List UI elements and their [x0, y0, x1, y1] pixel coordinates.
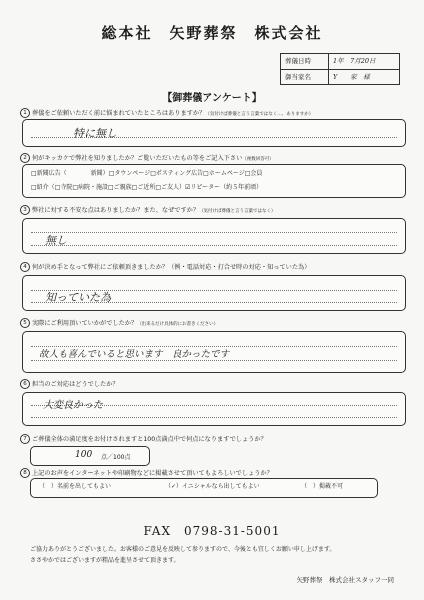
- question-text: ご葬儀全体の満足度をお付けされますと100点満点中で何点になりますでしょうか？: [32, 436, 267, 443]
- question-note: （気付けば葬儀と言う言葉ではなく…、ありますか）: [205, 112, 314, 117]
- question-5: [20, 318, 218, 329]
- question-text: 実際にご利用頂いていかがでしたか？: [32, 320, 138, 327]
- closing-message: [30, 544, 410, 566]
- answer-box-3[interactable]: [22, 218, 406, 254]
- question-text: 何がキッカケで弊社を知りましたか？ご覧いただいたもの等をご記入下さい: [32, 155, 243, 162]
- closing-line-1: ご協力ありがとうございました。お客様のご意見を反映して参りますので、今後とも宜しくお願い申し上げます。: [30, 546, 336, 553]
- answer-text: 知っていた為: [45, 291, 111, 304]
- question-note: （複数回答可）: [242, 157, 274, 162]
- answer-box-1[interactable]: [22, 119, 406, 147]
- answer-box-4[interactable]: [22, 275, 406, 311]
- question-number: 8: [20, 468, 30, 478]
- question-4: [20, 262, 310, 272]
- question-text: 上記のお声をインターネットや印刷物などに掲載させて頂いてもよろしいでしょうか？: [32, 470, 273, 477]
- question-number: 5: [20, 318, 30, 328]
- question-3: [20, 205, 276, 216]
- question-text: 弊社に対する不安な点はありましたか？また、なぜですか？: [32, 207, 200, 214]
- publish-options-box: [30, 478, 378, 498]
- answer-box-2: [22, 164, 406, 198]
- question-number: 6: [20, 379, 30, 389]
- fax-number: FAX 0798-31-5001: [143, 524, 281, 538]
- funeral-info-box: [280, 53, 400, 85]
- answer-box-5[interactable]: [22, 331, 406, 373]
- question-number: 3: [20, 205, 30, 215]
- info-value-date: 1年 7月20日: [333, 57, 376, 65]
- answer-line: [31, 417, 397, 418]
- answer-box-6[interactable]: [22, 392, 406, 426]
- score-value: 100: [75, 450, 93, 460]
- publish-option-name[interactable]: （ ）名前を出してもよい: [39, 483, 112, 490]
- company-title: 総本社 矢野葬祭 株式会社: [101, 24, 323, 42]
- question-number: 4: [20, 262, 30, 272]
- score-suffix: 点／100点: [101, 454, 131, 461]
- question-text: 葬儀をご依頼いただく前に悩まれていたところはありますか？: [32, 110, 206, 117]
- question-note: （出来るだけ具体的にお書きください）: [137, 322, 219, 327]
- info-row-family: [281, 70, 399, 85]
- info-row-date: [281, 54, 399, 70]
- question-note: （気付けば葬儀と言う言葉ではなく）: [199, 209, 276, 214]
- question-text: 担当のご対応はどうでしたか？: [32, 381, 119, 388]
- answer-line: [31, 360, 397, 361]
- score-box[interactable]: [30, 446, 150, 466]
- question-6: [20, 379, 119, 389]
- answer-text: 無し: [45, 234, 67, 247]
- answer-text: 故人も喜んでいると思います 良かったです: [39, 349, 230, 360]
- answer-text: 特に無し: [73, 127, 117, 140]
- question-8: [20, 468, 273, 478]
- question-2: [20, 153, 274, 164]
- options-line-1[interactable]: □新聞広告（ 新聞）□タウンページ□ポスティング広告□ホームページ□会員: [31, 170, 263, 177]
- answer-line: [31, 245, 397, 246]
- closing-line-2: ささやかではございますが粗品を進呈させて頂きます。: [30, 557, 180, 564]
- question-text: 何が決め手となって弊社にご依頼頂きましたか？（例・電話対応・打合せ時の対応・知っていた為）: [32, 264, 311, 271]
- question-number: 1: [20, 108, 30, 118]
- answer-text: 大変良かった: [43, 400, 103, 411]
- question-1: [20, 108, 313, 119]
- info-label-date: 葬儀日時: [285, 57, 311, 65]
- question-7: [20, 434, 267, 444]
- survey-title: 【御葬儀アンケート】: [162, 93, 262, 104]
- answer-line: [31, 232, 397, 233]
- info-label-family: 御当家名: [285, 73, 311, 81]
- question-number: 2: [20, 153, 30, 163]
- signature: 矢野葬祭 株式会社スタッフ一同: [296, 576, 394, 584]
- question-number: 7: [20, 434, 30, 444]
- options-line-2[interactable]: □紹介（□寺院□病院・施設□ご親族□ご近所□ご友人）☑リピーター（約５年前頃）: [31, 184, 263, 191]
- info-value-family: Y 家 様: [333, 73, 370, 81]
- publish-option-none[interactable]: （ ）掲載不可: [301, 483, 344, 490]
- publish-option-initials[interactable]: （✓）イニシャルなら出してもよい: [165, 483, 260, 490]
